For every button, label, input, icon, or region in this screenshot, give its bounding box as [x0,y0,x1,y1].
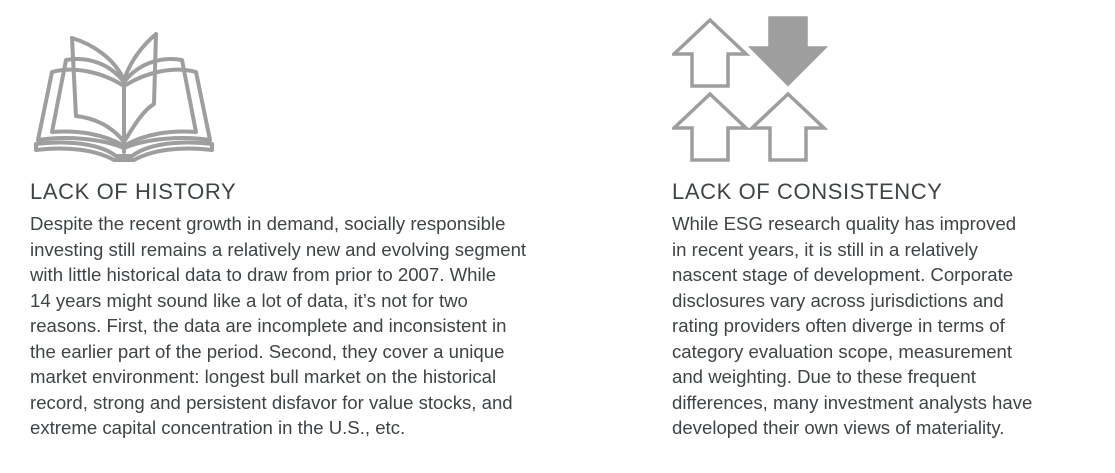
body-line: Despite the recent growth in demand, socially responsible [30,213,506,234]
body-line: and weighting. Due to these frequent [672,366,976,387]
body-line: the earlier part of the period. Second, they cover a unique [30,340,505,362]
arrows-mixed-direction-icon [672,16,828,164]
section-body [672,211,1032,441]
up-arrow-icon [674,94,746,160]
body-line: extreme capital concentration in the U.S., etc. [30,417,406,438]
body-line: with little historical data to draw from prior to 2007. While [30,264,497,285]
body-line: record, strong and persistent disfavor for value stocks, and [30,391,513,413]
body-line: reasons. First, the data are incomplete and inconsistent in [30,315,507,336]
up-arrow-icon [752,94,824,160]
open-book-icon [30,30,220,162]
body-line: nascent stage of development. Corporate [672,264,1014,285]
body-line: disclosures vary across jurisdictions and [672,289,1004,311]
body-line: in recent years, it is still in a relatively [672,238,978,260]
up-arrow-icon [674,20,746,86]
body-line: differences, many investment analysts have [672,391,1033,413]
body-line: developed their own views of materiality. [672,417,1005,438]
section-title: LACK OF CONSISTENCY [672,179,943,204]
body-line: category evaluation scope, measurement [672,340,1013,362]
body-line: market environment: longest bull market on the historical [30,366,497,387]
body-line: While ESG research quality has improved [672,213,1017,234]
body-line: 14 years might sound like a lot of data, it’s not for two [30,289,468,311]
body-line: investing still remains a relatively new and evolving segment [30,238,527,260]
down-arrow-icon [752,18,824,84]
section-title: LACK OF HISTORY [30,179,237,204]
section-body [30,211,526,441]
body-line: rating providers often diverge in terms of [672,315,1005,336]
